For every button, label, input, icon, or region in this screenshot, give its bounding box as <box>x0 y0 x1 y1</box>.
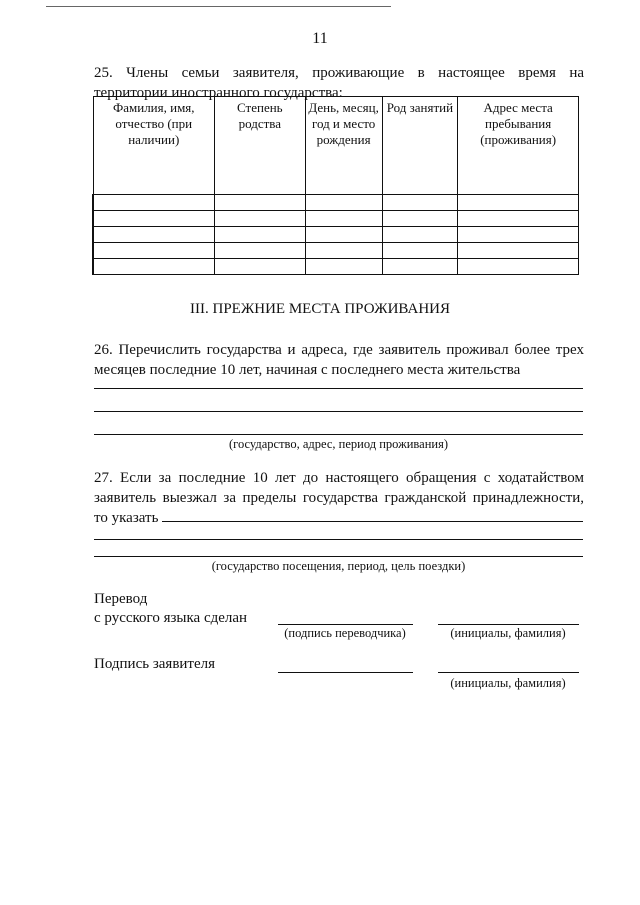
page-number: 11 <box>312 30 328 47</box>
table-cell[interactable] <box>93 195 215 211</box>
column-header-address: Адрес места пребывания (проживания) <box>458 97 579 195</box>
table-cell[interactable] <box>215 195 306 211</box>
table-cell[interactable] <box>382 243 458 259</box>
table-cell[interactable] <box>305 243 382 259</box>
travel-caption: (государство посещения, период, цель поездки) <box>211 559 466 573</box>
table-cell[interactable] <box>458 195 579 211</box>
answer-line[interactable] <box>94 434 583 435</box>
table-row <box>93 243 579 259</box>
table-row <box>93 259 579 275</box>
table-cell[interactable] <box>215 227 306 243</box>
table-cell[interactable] <box>382 211 458 227</box>
table-row <box>93 195 579 211</box>
table-cell[interactable] <box>382 195 458 211</box>
table-cell[interactable] <box>458 227 579 243</box>
family-members-table <box>92 96 579 275</box>
table-header-row <box>93 97 579 195</box>
applicant-name-line[interactable] <box>438 672 579 673</box>
column-header-name: Фамилия, имя, отчество (при наличии) <box>93 97 215 195</box>
top-rule <box>46 6 391 7</box>
table-cell[interactable] <box>215 211 306 227</box>
column-header-birth: День, месяц, год и место рождения <box>305 97 382 195</box>
table-cell[interactable] <box>215 243 306 259</box>
table-cell[interactable] <box>382 259 458 275</box>
answer-line[interactable] <box>94 539 583 540</box>
question-25-text: 25. Члены семьи заявителя, проживающие в настоящее время на территории иностранного государства: <box>94 65 584 101</box>
translator-signature-caption: (подпись переводчика) <box>284 626 406 640</box>
residence-caption: (государство, адрес, период проживания) <box>228 437 449 451</box>
answer-line[interactable] <box>94 388 583 389</box>
table-cell[interactable] <box>215 259 306 275</box>
translator-name-caption: (инициалы, фамилия) <box>450 626 566 640</box>
table-cell[interactable] <box>93 259 215 275</box>
table-cell[interactable] <box>93 243 215 259</box>
answer-line[interactable] <box>94 411 583 412</box>
column-header-occupation: Род занятий <box>382 97 458 195</box>
table-cell[interactable] <box>458 259 579 275</box>
question-26-text: 26. Перечислить государства и адреса, где заявитель проживал более трех месяцев последние 10 лет, начиная с последнего места жительства <box>94 342 584 378</box>
table-row <box>93 227 579 243</box>
translation-label-line1: Перевод <box>94 591 148 607</box>
translation-label-line2: с русского языка сделан <box>94 610 248 626</box>
table-row <box>93 211 579 227</box>
table-cell[interactable] <box>305 259 382 275</box>
table-cell[interactable] <box>93 211 215 227</box>
column-header-relation: Степень родства <box>215 97 306 195</box>
applicant-signature-label: Подпись заявителя <box>94 656 216 672</box>
section-title: III. ПРЕЖНИЕ МЕСТА ПРОЖИВАНИЯ <box>190 301 450 317</box>
table-cell[interactable] <box>458 243 579 259</box>
table-cell[interactable] <box>305 227 382 243</box>
applicant-signature-line[interactable] <box>278 672 413 673</box>
table-cell[interactable] <box>458 211 579 227</box>
answer-line[interactable] <box>162 521 583 522</box>
table-cell[interactable] <box>93 227 215 243</box>
answer-line[interactable] <box>94 556 583 557</box>
translator-name-line[interactable] <box>438 624 579 625</box>
translator-signature-line[interactable] <box>278 624 413 625</box>
question-27-text: 27. Если за последние 10 лет до настоящего обращения с ходатайством заявитель выезжал за пределы государства гражданской принадлежности, то указать <box>94 470 584 526</box>
table-cell[interactable] <box>305 211 382 227</box>
applicant-name-caption: (инициалы, фамилия) <box>450 676 566 690</box>
table-cell[interactable] <box>305 195 382 211</box>
table-cell[interactable] <box>382 227 458 243</box>
